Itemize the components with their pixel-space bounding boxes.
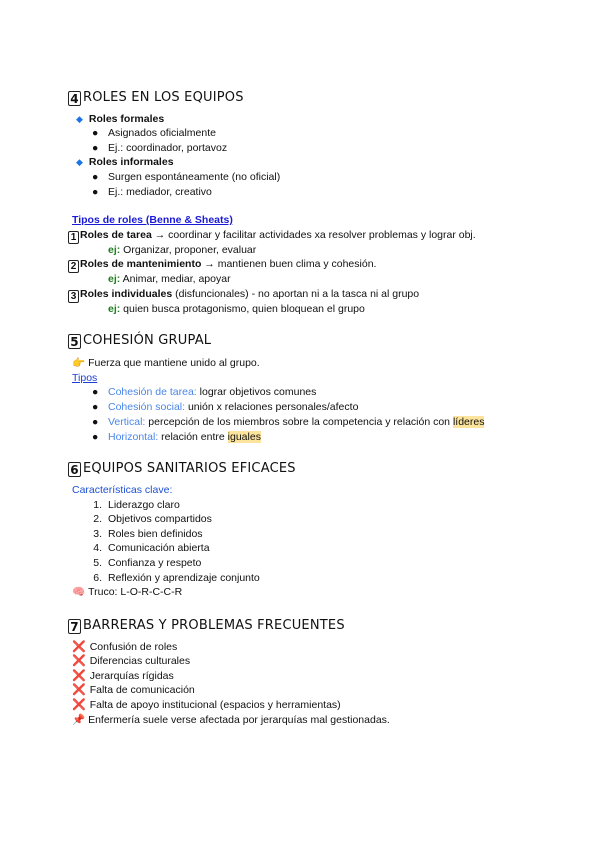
role-label: Roles de tarea — [80, 229, 152, 241]
item-number: 6. — [93, 572, 102, 584]
blue-diamond-icon: ◆ — [76, 114, 83, 124]
informal-roles-label: Roles informales — [88, 156, 174, 168]
keycap-7-icon: 7 — [68, 619, 81, 634]
formal-roles-label: Roles formales — [88, 113, 165, 125]
barrier-text: Confusión de roles — [89, 641, 178, 653]
item-text: Confianza y respeto — [108, 557, 202, 569]
type-desc: unión x relaciones personales/afecto — [185, 401, 359, 413]
list-item-text: Ej.: mediador, creativo — [108, 186, 212, 198]
ordered-item — [84, 498, 180, 512]
example-label: ej: — [108, 303, 121, 315]
cross-mark-icon: ❌ — [72, 699, 86, 711]
type-desc: lograr objetivos comunes — [196, 386, 317, 398]
bullet-icon: ● — [92, 401, 99, 413]
example-label: ej: — [108, 273, 121, 285]
role-row-3 — [68, 287, 419, 303]
note-text: Enfermería suele verse afectada por jerarquías mal gestionadas. — [88, 714, 390, 726]
section-5-heading — [68, 334, 211, 349]
list-item — [92, 400, 358, 414]
keycap-4-icon: 4 — [68, 91, 81, 106]
list-item-text: Asignados oficialmente — [108, 127, 216, 139]
role-row-2 — [68, 257, 376, 273]
section-7-title: BARRERAS Y PROBLEMAS FRECUENTES — [83, 618, 345, 633]
item-text: Roles bien definidos — [108, 528, 203, 540]
item-number: 2. — [93, 513, 102, 525]
item-text: Comunicación abierta — [108, 542, 210, 554]
note-line — [72, 713, 390, 727]
list-item-formal — [76, 112, 164, 126]
highlight-text: iguales — [227, 431, 261, 443]
highlight-text: líderes — [452, 416, 485, 428]
types-link-text[interactable]: Tipos — [72, 372, 98, 384]
example-text: Organizar, proponer, evaluar — [120, 244, 257, 256]
list-item — [92, 141, 227, 155]
example-label: ej: — [108, 244, 121, 256]
section-6-title: EQUIPOS SANITARIOS EFICACES — [83, 461, 296, 476]
role-desc: → mantienen buen clima y cohesión. — [201, 258, 377, 270]
cohesion-intro — [72, 356, 260, 370]
barrier-text: Falta de apoyo institucional (espacios y herramientas) — [89, 699, 341, 711]
keycap-3-icon: 3 — [68, 290, 79, 303]
item-text: Reflexión y aprendizaje conjunto — [108, 572, 260, 584]
type-term: Vertical: — [108, 416, 146, 428]
list-item — [92, 415, 484, 429]
list-item — [92, 170, 280, 184]
ordered-item — [84, 571, 260, 585]
section-5-title: COHESIÓN GRUPAL — [83, 333, 212, 348]
cross-mark-icon: ❌ — [72, 641, 86, 653]
barrier-text: Jerarquías rígidas — [89, 670, 174, 682]
bullet-icon: ● — [92, 171, 99, 183]
bullet-icon: ● — [92, 127, 99, 139]
role-desc: (disfuncionales) - no aportan ni a la tasca ni al grupo — [172, 288, 420, 300]
role-row-1 — [68, 228, 476, 244]
roles-types-link[interactable] — [72, 213, 233, 227]
role-label: Roles individuales — [80, 288, 173, 300]
item-text: Liderazgo claro — [108, 499, 180, 511]
role-example-2 — [108, 272, 231, 286]
cross-mark-icon: ❌ — [72, 684, 86, 696]
list-item — [92, 385, 316, 399]
cross-mark-icon: ❌ — [72, 655, 86, 667]
barrier-item — [72, 683, 195, 697]
brain-icon: 🧠 — [72, 586, 86, 598]
role-example-3 — [108, 302, 365, 316]
bullet-icon: ● — [92, 142, 99, 154]
section-4-heading — [68, 91, 244, 106]
type-desc: relación entre — [158, 431, 228, 443]
barrier-text: Diferencias culturales — [89, 655, 191, 667]
role-label: Roles de mantenimiento — [80, 258, 202, 270]
pushpin-icon: 📌 — [72, 714, 86, 726]
ordered-item — [84, 512, 212, 526]
item-number: 1. — [93, 499, 102, 511]
list-item — [92, 430, 261, 444]
blue-diamond-icon: ◆ — [76, 157, 83, 167]
intro-text: Fuerza que mantiene unido al grupo. — [88, 357, 260, 369]
key-features-label: Características clave: — [72, 484, 173, 496]
item-number: 4. — [93, 542, 102, 554]
barrier-item — [72, 654, 190, 668]
list-item-informal — [76, 155, 174, 169]
list-item — [92, 126, 216, 140]
barrier-item — [72, 669, 174, 683]
cross-mark-icon: ❌ — [72, 670, 86, 682]
item-number: 5. — [93, 557, 102, 569]
bullet-icon: ● — [92, 386, 99, 398]
list-item-text: Surgen espontáneamente (no oficial) — [108, 171, 281, 183]
keycap-1-icon: 1 — [68, 231, 79, 244]
section-6-heading — [68, 462, 296, 477]
barrier-item — [72, 698, 341, 712]
type-desc: percepción de los miembros sobre la competencia y relación con — [145, 416, 453, 428]
example-text: Animar, mediar, apoyar — [120, 273, 231, 285]
type-term: Cohesión social: — [108, 401, 186, 413]
cohesion-types-link[interactable] — [72, 371, 97, 385]
list-item-text: Ej.: coordinador, portavoz — [108, 142, 228, 154]
role-desc: → coordinar y facilitar actividades xa resolver problemas y lograr obj. — [151, 229, 476, 241]
bullet-icon: ● — [92, 431, 99, 443]
section-4-title: ROLES EN LOS EQUIPOS — [83, 90, 244, 105]
barrier-item — [72, 640, 177, 654]
ordered-item — [84, 541, 210, 555]
item-number: 3. — [93, 528, 102, 540]
item-text: Objetivos compartidos — [108, 513, 212, 525]
type-term: Horizontal: — [108, 431, 159, 443]
section-7-heading — [68, 619, 345, 634]
trick-line — [72, 585, 182, 599]
pointing-hand-icon: 👉 — [72, 357, 86, 369]
keycap-5-icon: 5 — [68, 334, 81, 349]
bullet-icon: ● — [92, 186, 99, 198]
keycap-2-icon: 2 — [68, 260, 79, 273]
barrier-text: Falta de comunicación — [89, 684, 195, 696]
role-example-1 — [108, 243, 256, 257]
list-item — [92, 185, 212, 199]
ordered-item — [84, 556, 201, 570]
roles-types-link-text[interactable]: Tipos de roles (Benne & Sheats) — [72, 214, 233, 226]
ordered-item — [84, 527, 203, 541]
type-term: Cohesión de tarea: — [108, 386, 197, 398]
keycap-6-icon: 6 — [68, 462, 81, 477]
bullet-icon: ● — [92, 416, 99, 428]
trick-text: Truco: L-O-R-C-C-R — [88, 586, 183, 598]
example-text: quien busca protagonismo, quien bloquean el grupo — [120, 303, 365, 315]
